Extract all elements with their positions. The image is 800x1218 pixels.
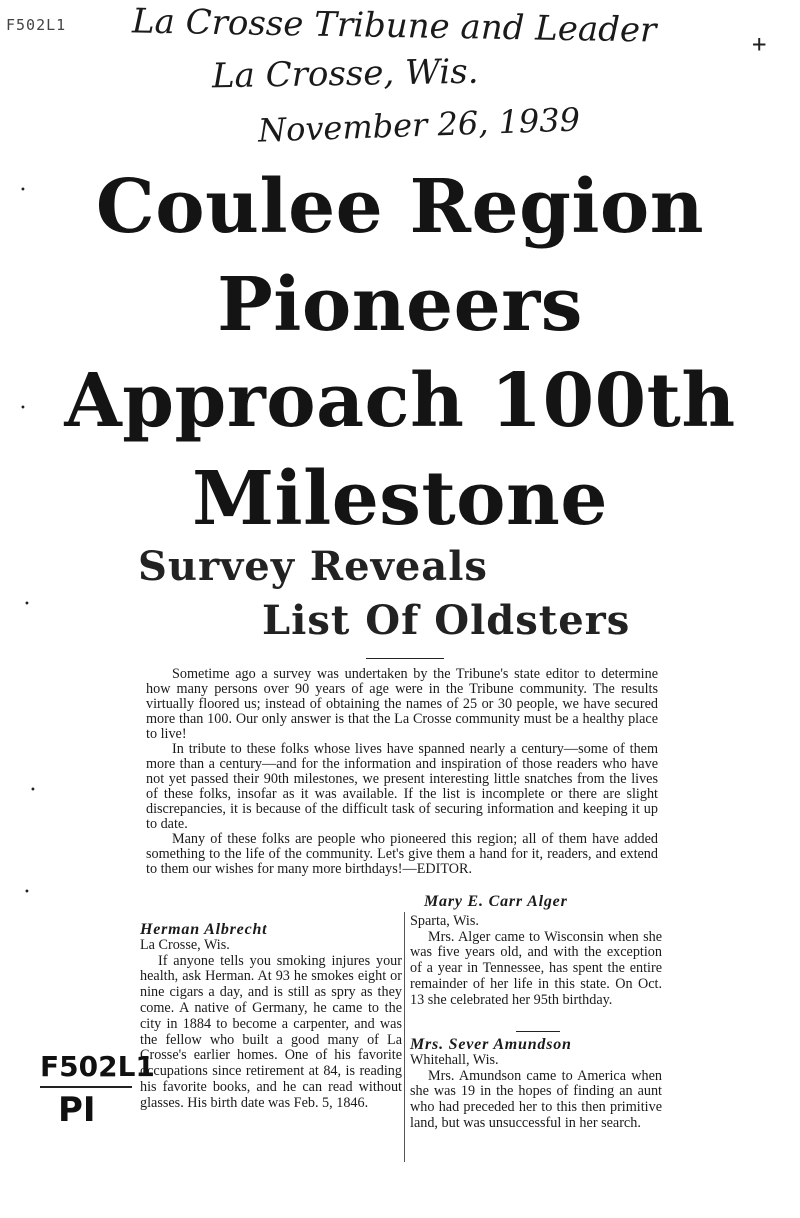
- headline-line-3: Approach 100th: [64, 358, 736, 444]
- plus-mark: +: [752, 30, 767, 58]
- entry-mary-e-carr-alger: [410, 894, 662, 1009]
- archive-stamp-top: F502L1: [6, 16, 67, 34]
- headline-line-1: Coulee Region: [95, 164, 705, 250]
- margin-tick: •: [24, 887, 30, 898]
- entry-text: If anyone tells you smoking injures your health, ask Herman. At 93 he smokes eight or nine cigars a day, and is still as spry as they come. A native of Germany, he came to the city in 1884 to become a carpenter, and was the fellow who built a good many of La Crosse's earlier homes. One of his favorite occupations since retirement at 84, is reading his favorite books, and he can read without glasses. His birth date was Feb. 5, 1846.: [140, 952, 402, 1111]
- intro-paragraph-3: Many of these folks are people who pioneered this region; all of them have added something to the life of the community. Let's give them a hand for it, readers, and extend to them our wishes for many more birthdays!—EDITOR.: [146, 831, 658, 877]
- handwritten-date-line: November 26, 1939: [257, 100, 581, 150]
- stamp-underline: [40, 1086, 132, 1088]
- subheadline-line-1: Survey Reveals: [138, 543, 488, 590]
- archive-stamp-margin-2: PI: [58, 1090, 96, 1130]
- headline-line-2: Pioneers: [217, 262, 583, 348]
- editor-note: [146, 667, 658, 877]
- headline-line-4: Milestone: [192, 456, 608, 542]
- handwritten-source-line: La Crosse Tribune and Leader: [131, 1, 657, 51]
- archive-stamp-margin-1: F502L1: [40, 1050, 155, 1083]
- entry-divider: [516, 1031, 560, 1032]
- intro-paragraph-2: In tribute to these folks whose lives have spanned nearly a century—some of them more than a century—and for the information and inspiration of those readers who have not yet passed their 90th milestones, we present interesting little snatches from the lives of these folks, insofar as it was available. If the list is incomplete or there are slight discrepancies, it is because of the difficult task of securing information and keeping it up to date.: [146, 741, 658, 832]
- margin-tick: •: [30, 785, 36, 796]
- handwritten-location-line: La Crosse, Wis.: [211, 51, 479, 97]
- subheadline-line-2: List Of Oldsters: [262, 597, 631, 644]
- intro-paragraph-1: Sometime ago a survey was undertaken by the Tribune's state editor to determine how many persons over 90 years of age were in the Tribune community. The results virtually floored us; instead of obtaining the names of 25 or 30 people, we have secured more than 100. Our only answer is that the La Crosse community must be a healthy place to live!: [146, 666, 658, 742]
- entry-place: Sparta, Wis.: [410, 912, 479, 929]
- entry-herman-albrecht: [140, 922, 402, 1112]
- entry-mrs-sever-amundson: [410, 1037, 662, 1132]
- column-divider: [404, 912, 405, 1162]
- entry-text: Mrs. Amundson came to America when she was 19 in the hopes of finding an aunt who had preceded her to this then primitive land, but was unsuccessful in her search.: [410, 1067, 662, 1131]
- entry-place: La Crosse, Wis.: [140, 936, 230, 953]
- margin-tick: •: [20, 185, 26, 196]
- entry-place: Whitehall, Wis.: [410, 1051, 499, 1068]
- entry-name: Mary E. Carr Alger: [424, 893, 568, 910]
- entry-name: Herman Albrecht: [140, 921, 268, 938]
- divider-rule: [366, 658, 444, 659]
- entry-name: Mrs. Sever Amundson: [410, 1036, 572, 1053]
- margin-tick: •: [20, 403, 26, 414]
- entry-text: Mrs. Alger came to Wisconsin when she was five years old, and with the exception of a year in Tennessee, has spent the entire remainder of her life in this state. On Oct. 13 she celebrated her 95th birthday.: [410, 928, 662, 1008]
- margin-tick: •: [24, 599, 30, 610]
